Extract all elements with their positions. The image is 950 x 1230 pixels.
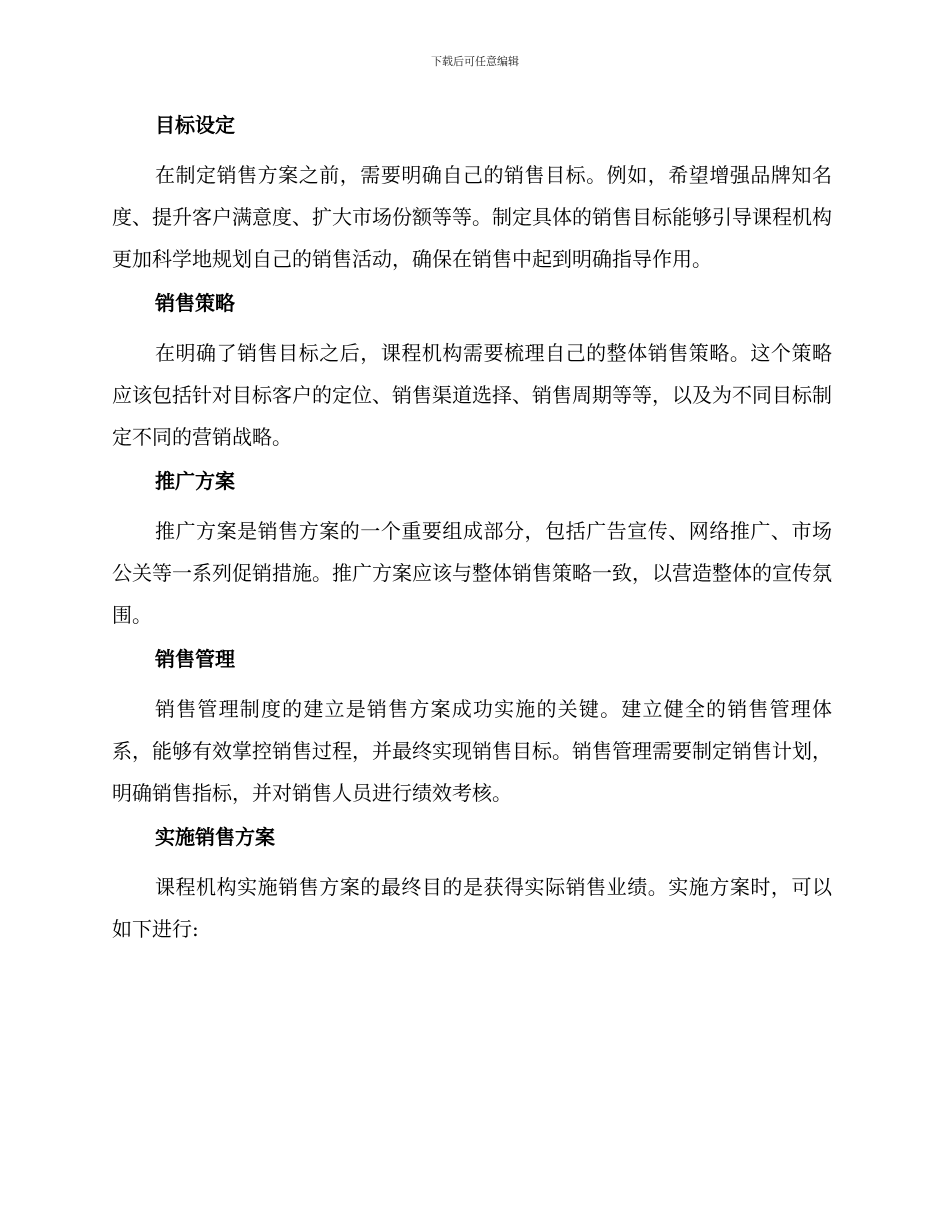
section-heading: 目标设定	[155, 113, 235, 137]
section-heading: 推广方案	[155, 469, 235, 493]
section-heading: 销售策略	[155, 291, 235, 315]
section-heading: 实施销售方案	[155, 825, 275, 849]
section-paragraph: 推广方案是销售方案的一个重要组成部分，包括广告宣传、网络推广、市场公关等一系列促销措施。推广方案应该与整体销售策略一致，以营造整体的宣传氛围。	[112, 519, 832, 627]
section-paragraph: 销售管理制度的建立是销售方案成功实施的关键。建立健全的销售管理体系，能够有效掌控销售过程，并最终实现销售目标。销售管理需要制定销售计划，明确销售指标，并对销售人员进行绩效考核。	[112, 697, 832, 805]
section-heading: 销售管理	[155, 647, 235, 671]
section-paragraph: 课程机构实施销售方案的最终目的是获得实际销售业绩。实施方案时，可以如下进行:	[112, 875, 832, 941]
section-implementation	[112, 822, 832, 950]
section-paragraph: 在制定销售方案之前，需要明确自己的销售目标。例如，希望增强品牌知名度、提升客户满意度、扩大市场份额等等。制定具体的销售目标能够引导课程机构更加科学地规划自己的销售活动，确保在销售中起到明确指导作用。	[112, 163, 832, 271]
document-body	[112, 110, 832, 958]
section-goal-setting	[112, 110, 832, 280]
section-sales-management	[112, 644, 832, 814]
section-sales-strategy	[112, 288, 832, 458]
section-promotion-plan	[112, 466, 832, 636]
page-header-note: 下载后可任意编辑	[431, 55, 519, 68]
section-paragraph: 在明确了销售目标之后，课程机构需要梳理自己的整体销售策略。这个策略应该包括针对目标客户的定位、销售渠道选择、销售周期等等，以及为不同目标制定不同的营销战略。	[112, 341, 832, 449]
